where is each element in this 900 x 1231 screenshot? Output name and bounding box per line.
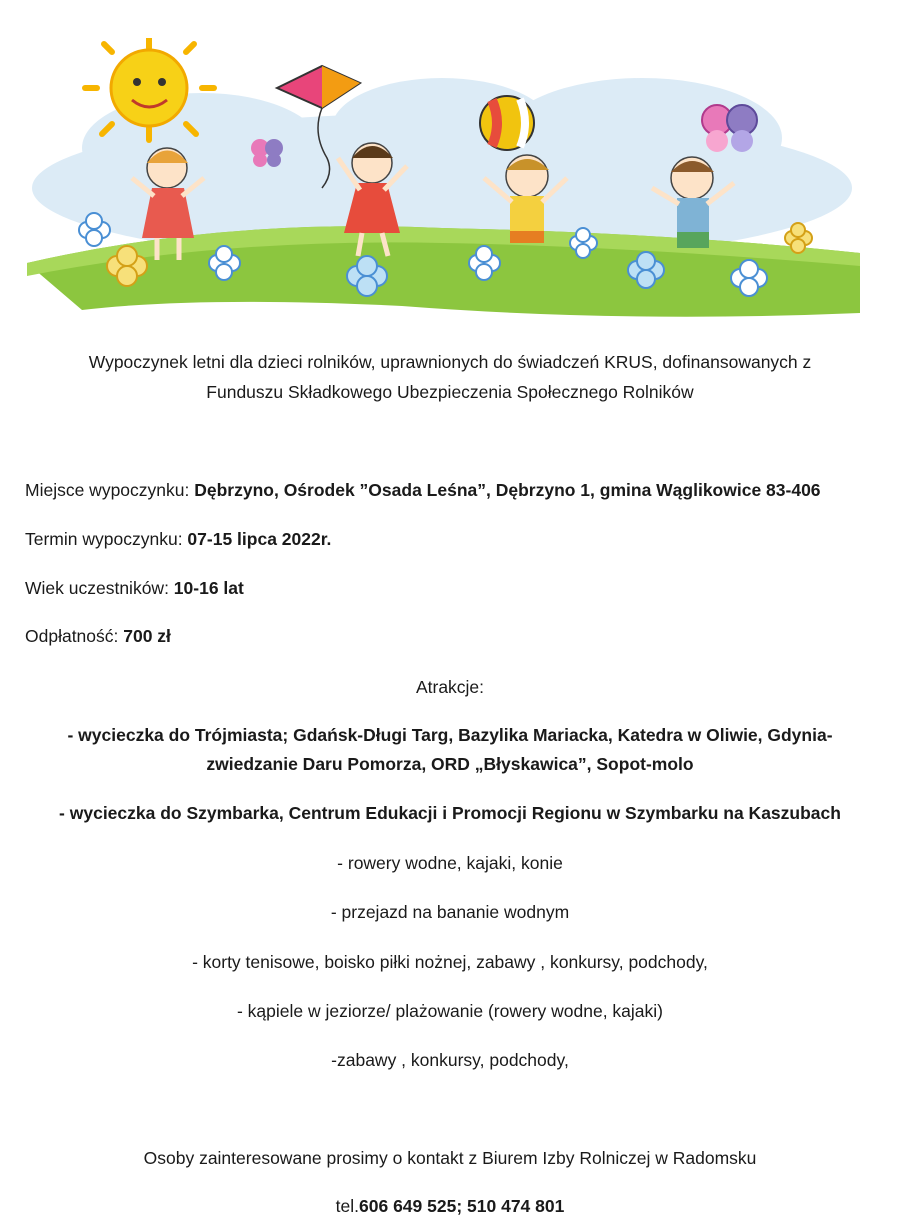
attraction-item: - korty tenisowe, boisko piłki nożnej, zabawy , konkursy, podchody, bbox=[192, 952, 708, 972]
ball-icon bbox=[480, 96, 534, 150]
fee-row bbox=[25, 624, 171, 648]
age-row bbox=[25, 576, 244, 600]
age-label: Wiek uczestników: bbox=[25, 578, 174, 598]
attraction-item: - kąpiele w jeziorze/ plażowanie (rowery wodne, kajaki) bbox=[236, 1001, 663, 1021]
contact-text: Osoby zainteresowane prosimy o kontakt z Biurem Izby Rolniczej w Radomsku bbox=[143, 1148, 757, 1168]
attraction-item: - rowery wodne, kajaki, konie bbox=[337, 853, 563, 873]
intro-line-2: Funduszu Składkowego Ubezpieczenia Społecznego Rolników bbox=[206, 382, 694, 402]
place-value: Dębrzyno, Ośrodek ”Osada Leśna”, Dębrzyno 1, gmina Wąglikowice 83-406 bbox=[194, 480, 821, 500]
attractions-heading: Atrakcje: bbox=[415, 677, 485, 697]
phone-value: 606 649 525; 510 474 801 bbox=[359, 1196, 565, 1216]
trip1-line-1: - wycieczka do Trójmiasta; Gdańsk-Długi Targ, Bazylika Mariacka, Katedra w Oliwie, Gdynia- bbox=[67, 725, 833, 745]
trip1-line-2: zwiedzanie Daru Pomorza, ORD „Błyskawica”, Sopot-molo bbox=[206, 754, 694, 774]
term-row bbox=[25, 527, 331, 551]
fee-label: Odpłatność: bbox=[25, 626, 124, 646]
term-value: 07-15 lipca 2022r. bbox=[187, 529, 332, 549]
trip2: - wycieczka do Szymbarka, Centrum Edukacji i Promocji Regionu w Szymbarku na Kaszubach bbox=[59, 803, 841, 823]
children-playing-illustration bbox=[22, 38, 860, 318]
attraction-item: - przejazd na bananie wodnym bbox=[330, 902, 570, 922]
intro-line-1: Wypoczynek letni dla dzieci rolników, uprawnionych do świadczeń KRUS, dofinansowanych z bbox=[88, 352, 812, 372]
place-label: Miejsce wypoczynku: bbox=[25, 480, 195, 500]
age-value: 10-16 lat bbox=[173, 578, 244, 598]
phone-label: tel. bbox=[335, 1196, 360, 1216]
term-label: Termin wypoczynku: bbox=[25, 529, 188, 549]
attraction-item: -zabawy , konkursy, podchody, bbox=[331, 1050, 569, 1070]
place-row bbox=[25, 478, 821, 502]
fee-value: 700 zł bbox=[123, 626, 171, 646]
contact-phone bbox=[0, 1194, 900, 1218]
